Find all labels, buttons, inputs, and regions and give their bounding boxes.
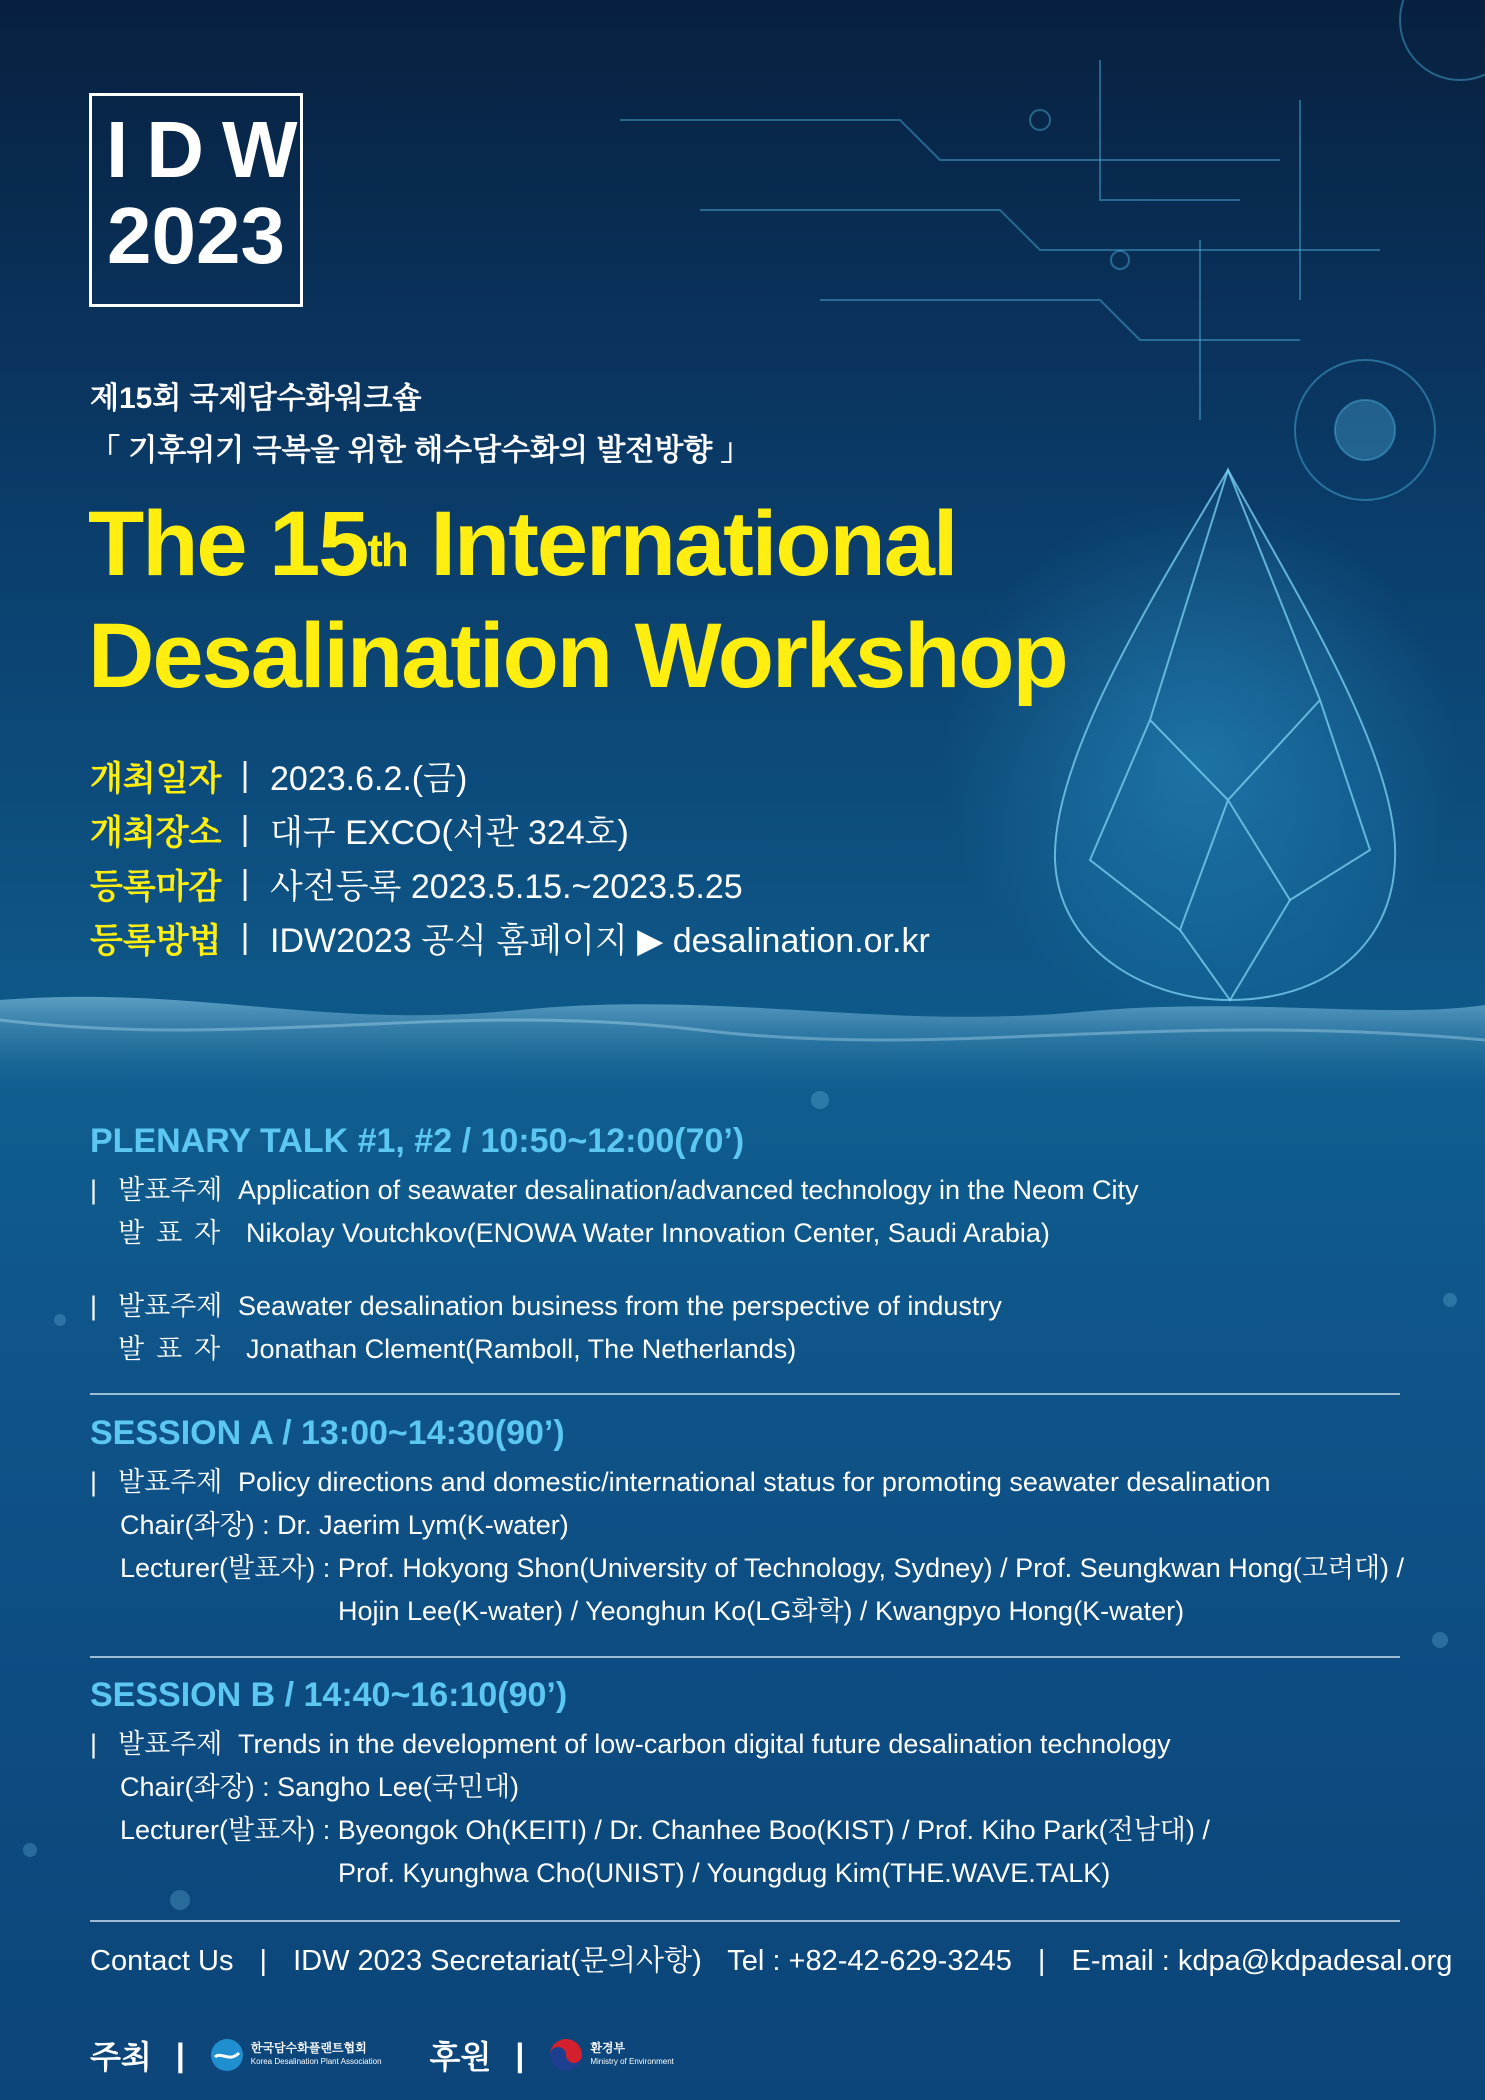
title-sup: th — [367, 524, 407, 576]
host-name-kr: 한국담수화플랜트협회 — [250, 2041, 367, 2055]
contact-bar: Contact Us | IDW 2023 Secretariat(문의사항) Tel : +82-42-629-3245 | E-mail : kdpa@kdpadesal.org — [90, 1945, 1453, 1977]
session-b-heading: SESSION B / 14:40~16:10(90’) — [90, 1676, 568, 1714]
info-label: 등록마감 — [90, 867, 222, 906]
divider — [90, 1656, 1400, 1658]
info-row-venue: 개최장소 | 대구 EXCO(서관 324호) — [90, 802, 930, 856]
sponsor-label: 후원 — [429, 2039, 492, 2075]
session-a-lecturers: Lecturer(발표자) : Prof. Hokyong Shon(University of Technology, Sydney) / Prof. Seungkwan Hong(고려대) / — [120, 1553, 1405, 1583]
info-label: 개최일자 — [90, 759, 222, 798]
session-b-chair: Chair(좌장) : Sangho Lee(국민대) — [120, 1772, 520, 1802]
title-prefix: The 15 — [88, 493, 368, 595]
session-a-heading: SESSION A / 13:00~14:30(90’) — [90, 1414, 565, 1452]
logo-line-1: IDW — [106, 105, 316, 194]
info-row-registration: 등록방법 | IDW2023 공식 홈페이지 ▶ desalination.or.kr — [90, 910, 930, 964]
contact-email[interactable]: E-mail : kdpa@kdpadesal.org — [1071, 1945, 1453, 1977]
session-a — [90, 1414, 1405, 1633]
contact-tel: Tel : +82-42-629-3245 — [727, 1945, 1012, 1977]
title-line-2: Desalination Workshop — [88, 605, 1067, 707]
page-title — [88, 488, 1067, 712]
idw-logo — [89, 93, 316, 307]
footer: 주최 | 한국담수화플랜트협회 Korea Desalination Plant Association 후원 | 환경부 Ministry of Environment — [90, 2030, 722, 2080]
info-value: 사전등록 2023.5.15.~2023.5.25 — [270, 867, 743, 906]
info-label: 등록방법 — [90, 921, 222, 960]
info-value: 2023.6.2.(금) — [270, 759, 468, 798]
host-name-en: Korea Desalination Plant Association — [250, 2057, 382, 2066]
session-a-lecturers-cont: Hojin Lee(K-water) / Yeonghun Ko(LG화학) / Kwangpyo Hong(K-water) — [338, 1596, 1185, 1626]
registration-link[interactable]: IDW2023 공식 홈페이지 ▶ desalination.or.kr — [270, 921, 930, 960]
sponsor-name-en: Ministry of Environment — [590, 2057, 674, 2066]
host-label: 주최 — [90, 2039, 152, 2075]
water-surface — [0, 997, 1485, 1100]
divider — [90, 1920, 1400, 1922]
plenary-2-speaker: 발표자 Jonathan Clement(Ramboll, The Netherlands) — [118, 1334, 797, 1364]
title-suffix: International — [406, 493, 957, 595]
session-a-chair: Chair(좌장) : Dr. Jaerim Lym(K-water) — [120, 1510, 569, 1540]
session-b — [90, 1676, 1400, 1895]
host-logo — [209, 2037, 382, 2073]
subtitle-kr-1: 제15회 국제담수화워크숍 — [90, 382, 422, 415]
info-row-deadline: 등록마감 | 사전등록 2023.5.15.~2023.5.25 — [90, 856, 930, 910]
session-b-lecturers-cont: Prof. Kyunghwa Cho(UNIST) / Youngdug Kim(THE.WAVE.TALK) — [338, 1858, 1111, 1888]
session-b-topic: | 발표주제 Trends in the development of low-carbon digital future desalination technology — [90, 1729, 1171, 1759]
logo-line-2: 2023 — [107, 191, 285, 280]
info-value: 대구 EXCO(서관 324호) — [270, 813, 629, 852]
plenary-2-topic: | 발표주제 Seawater desalination business from the perspective of industry — [90, 1291, 1002, 1321]
plenary-section — [90, 1122, 1400, 1371]
plenary-1-speaker: 발표자 Nikolay Voutchkov(ENOWA Water Innovation Center, Saudi Arabia) — [118, 1218, 1050, 1248]
taegeuk-emblem-icon — [548, 2037, 584, 2073]
plenary-heading: PLENARY TALK #1, #2 / 10:50~12:00(70’) — [90, 1122, 745, 1160]
kdpa-emblem-icon — [209, 2037, 245, 2073]
subtitle-kr-2: 「 기후위기 극복을 위한 해수담수화의 발전방향 」 — [90, 434, 751, 467]
session-a-topic: | 발표주제 Policy directions and domestic/international status for promoting seawater desalination — [90, 1467, 1271, 1497]
info-row-date: 개최일자 | 2023.6.2.(금) — [90, 748, 930, 802]
divider — [90, 1393, 1400, 1395]
sponsor-logo — [548, 2037, 674, 2073]
sponsor-name-kr: 환경부 — [590, 2041, 626, 2055]
session-b-lecturers: Lecturer(발표자) : Byeongok Oh(KEITI) / Dr. Chanhee Boo(KIST) / Prof. Kiho Park(전남대) / — [120, 1815, 1210, 1845]
event-info — [90, 748, 930, 964]
info-label: 개최장소 — [90, 813, 222, 852]
plenary-1-topic: | 발표주제 Application of seawater desalination/advanced technology in the Neom City — [90, 1175, 1139, 1205]
contact-label: Contact Us — [90, 1945, 234, 1977]
contact-secretariat: IDW 2023 Secretariat(문의사항) — [293, 1945, 702, 1977]
